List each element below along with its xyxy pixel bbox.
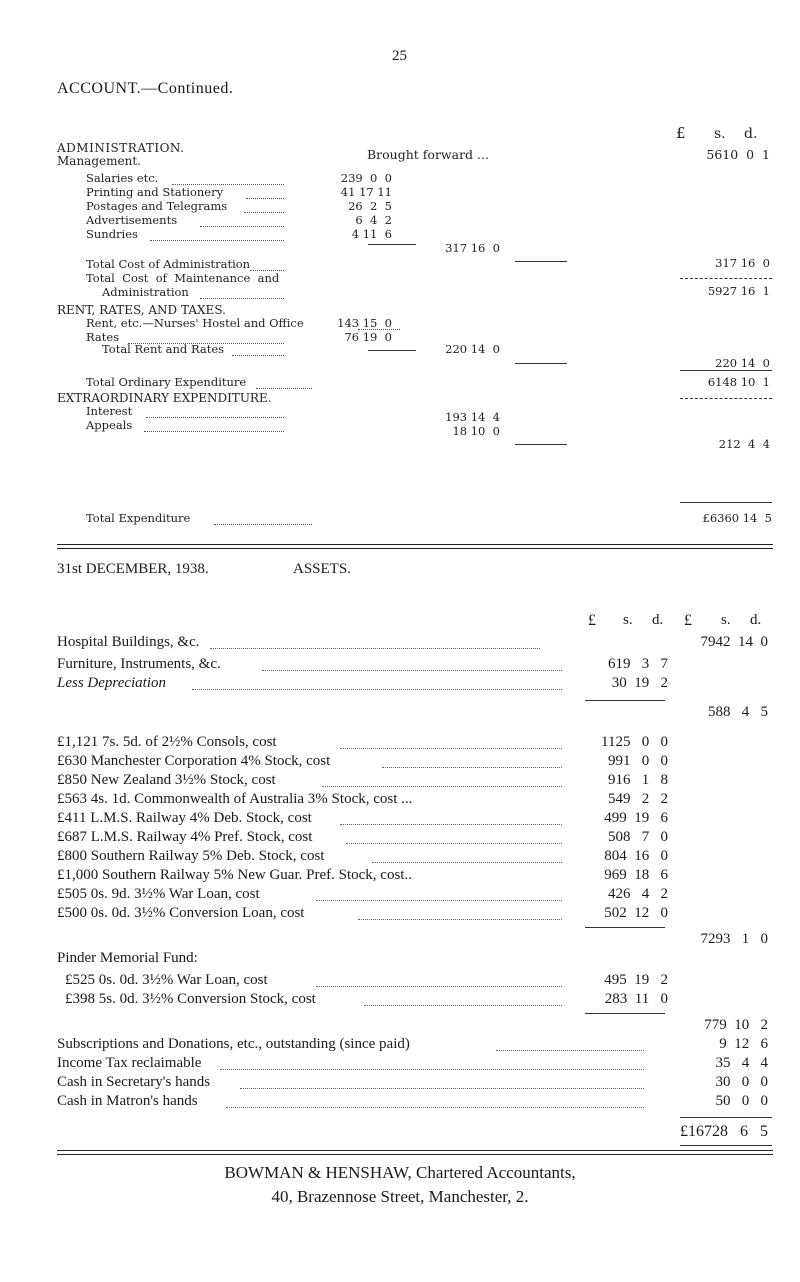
leader-dots bbox=[346, 843, 562, 844]
investment-label: £1,121 7s. 5d. of 2½% Consols, cost bbox=[57, 734, 277, 750]
col-header-pound: £ bbox=[676, 124, 686, 142]
leader-dots bbox=[214, 524, 312, 525]
investment-label: £500 0s. 0d. 3½% Conversion Loan, cost bbox=[57, 905, 305, 921]
leader-dots bbox=[220, 1069, 644, 1070]
leader-dots bbox=[496, 1050, 644, 1051]
leader-dots bbox=[372, 862, 562, 863]
item-label: Postages and Telegrams bbox=[86, 199, 228, 213]
auditor-address: 40, Brazennose Street, Manchester, 2. bbox=[271, 1187, 529, 1206]
extra-item-label: Appeals bbox=[86, 418, 133, 432]
leader-dots bbox=[246, 198, 284, 199]
other-asset-label: Subscriptions and Donations, etc., outstanding (since paid) bbox=[57, 1036, 410, 1052]
assets-date-heading: 31st DECEMBER, 1938. bbox=[57, 561, 209, 577]
other-asset-value: 30 0 0 bbox=[715, 1074, 768, 1090]
investment-value: 991 0 0 bbox=[608, 753, 668, 769]
col-header-pound: £ bbox=[684, 612, 692, 629]
item-label: Salaries etc. bbox=[86, 171, 159, 185]
investment-label: £630 Manchester Corporation 4% Stock, cost bbox=[57, 753, 331, 769]
extra-total: 212 4 4 bbox=[718, 437, 770, 451]
rule bbox=[680, 278, 772, 279]
investment-value: 916 1 8 bbox=[608, 772, 668, 788]
col-header-pence: d. bbox=[652, 612, 664, 628]
total-maintenance-label-cont: Administration bbox=[102, 285, 189, 299]
leader-dots bbox=[382, 767, 562, 768]
assets-title: ASSETS. bbox=[293, 561, 351, 577]
rent-item-label: Rates bbox=[86, 330, 120, 344]
asset-row-outer: 7942 14 0 bbox=[700, 634, 768, 650]
total-maintenance-value: 5927 16 1 bbox=[707, 284, 770, 298]
rent-item-value: 76 19 0 bbox=[344, 330, 392, 344]
investment-value: 499 19 6 bbox=[604, 810, 668, 826]
leader-dots bbox=[340, 824, 562, 825]
investment-label: £800 Southern Railway 5% Deb. Stock, cost bbox=[57, 848, 325, 864]
section-divider bbox=[57, 1150, 773, 1151]
other-asset-label: Cash in Secretary's hands bbox=[57, 1074, 211, 1090]
col-header-shillings: s. bbox=[721, 612, 731, 628]
leader-dots bbox=[150, 240, 284, 241]
rule bbox=[515, 363, 567, 364]
pinder-row-value: 495 19 2 bbox=[604, 972, 668, 988]
total-rent-label: Total Rent and Rates bbox=[102, 342, 225, 356]
section-heading-extraordinary: EXTRAORDINARY EXPENDITURE. bbox=[57, 391, 272, 405]
grand-total: £16728 6 5 bbox=[680, 1123, 768, 1140]
investment-label: £850 New Zealand 3½% Stock, cost bbox=[57, 772, 276, 788]
total-ordinary-value: 6148 10 1 bbox=[707, 375, 770, 389]
other-asset-value: 50 0 0 bbox=[715, 1093, 768, 1109]
asset-row-label: Hospital Buildings, &c. bbox=[57, 634, 200, 650]
item-value: 41 17 11 bbox=[340, 185, 392, 199]
total-ordinary-label: Total Ordinary Expenditure bbox=[86, 375, 247, 389]
asset-row-outer: 588 4 5 bbox=[708, 704, 768, 720]
rule bbox=[680, 398, 772, 399]
investment-value: 549 2 2 bbox=[608, 791, 668, 807]
pinder-row-label: £525 0s. 0d. 3½% War Loan, cost bbox=[65, 972, 268, 988]
rent-item-value: 143 15 0 bbox=[337, 316, 392, 330]
leader-dots bbox=[322, 786, 562, 787]
other-asset-value: 35 4 4 bbox=[715, 1055, 768, 1071]
leader-dots bbox=[210, 648, 540, 649]
leader-dots bbox=[244, 212, 284, 213]
extra-item-value: 18 10 0 bbox=[452, 424, 500, 438]
rule bbox=[680, 370, 772, 371]
leader-dots bbox=[262, 670, 562, 671]
brought-forward-value: 5610 0 1 bbox=[706, 147, 770, 162]
total-maintenance-label: Total Cost of Maintenance and bbox=[86, 271, 280, 285]
admin-subtotal: 317 16 0 bbox=[445, 241, 500, 255]
section-divider bbox=[57, 548, 773, 549]
investment-value: 969 18 6 bbox=[604, 867, 668, 883]
page-title: ACCOUNT.—Continued. bbox=[57, 80, 234, 97]
leader-dots bbox=[200, 226, 284, 227]
item-value: 4 11 6 bbox=[351, 227, 392, 241]
col-header-shillings: s. bbox=[714, 126, 726, 142]
col-header-shillings: s. bbox=[623, 612, 633, 628]
asset-row-label: Furniture, Instruments, &c. bbox=[57, 656, 221, 672]
pinder-fund-heading: Pinder Memorial Fund: bbox=[57, 950, 198, 966]
asset-row-inner: 30 19 2 bbox=[611, 675, 668, 691]
other-asset-label: Cash in Matron's hands bbox=[57, 1093, 198, 1109]
leader-dots bbox=[226, 1107, 644, 1108]
leader-dots bbox=[316, 900, 562, 901]
leader-dots bbox=[200, 298, 284, 299]
investment-value: 508 7 0 bbox=[608, 829, 668, 845]
rent-subtotal: 220 14 0 bbox=[445, 342, 500, 356]
rule bbox=[515, 261, 567, 262]
investment-value: 502 12 0 bbox=[604, 905, 668, 921]
section-divider bbox=[57, 1154, 773, 1155]
asset-row-label: Less Depreciation bbox=[57, 675, 167, 691]
leader-dots bbox=[192, 689, 562, 690]
investment-value: 1125 0 0 bbox=[601, 734, 668, 750]
leader-dots bbox=[256, 388, 312, 389]
col-header-pence: d. bbox=[750, 612, 762, 628]
leader-dots bbox=[340, 748, 562, 749]
total-admin-value: 317 16 0 bbox=[715, 256, 770, 270]
other-asset-label: Income Tax reclaimable bbox=[57, 1055, 202, 1071]
rent-item-label: Rent, etc.—Nurses' Hostel and Office bbox=[86, 316, 304, 330]
section-heading-rent: RENT, RATES, AND TAXES. bbox=[57, 303, 226, 317]
rule bbox=[680, 1117, 772, 1118]
item-value: 26 2 5 bbox=[348, 199, 392, 213]
rule bbox=[585, 700, 665, 701]
rule bbox=[585, 1013, 665, 1014]
leader-dots bbox=[316, 986, 562, 987]
leader-dots bbox=[144, 431, 284, 432]
section-divider bbox=[57, 544, 773, 545]
col-header-pence: d. bbox=[744, 126, 758, 142]
brought-forward-label: Brought forward ... bbox=[367, 147, 489, 162]
investment-value: 804 16 0 bbox=[604, 848, 668, 864]
investment-label: £563 4s. 1d. Commonwealth of Australia 3% Stock, cost ... bbox=[57, 791, 413, 807]
rule bbox=[515, 444, 567, 445]
item-label: Advertisements bbox=[86, 213, 178, 227]
investment-label: £1,000 Southern Railway 5% New Guar. Pref. Stock, cost.. bbox=[57, 867, 412, 883]
section-heading-admin: ADMINISTRATION. bbox=[57, 141, 185, 155]
extra-item-value: 193 14 4 bbox=[445, 410, 500, 424]
pinder-row-label: £398 5s. 0d. 3½% Conversion Stock, cost bbox=[65, 991, 316, 1007]
total-expenditure-value: £6360 14 5 bbox=[702, 511, 772, 525]
extra-item-label: Interest bbox=[86, 404, 133, 418]
col-header-pound: £ bbox=[588, 612, 596, 629]
leader-dots bbox=[146, 417, 284, 418]
investments-total: 7293 1 0 bbox=[700, 931, 768, 947]
leader-dots bbox=[240, 1088, 644, 1089]
investment-label: £505 0s. 9d. 3½% War Loan, cost bbox=[57, 886, 260, 902]
pinder-row-value: 283 11 0 bbox=[604, 991, 668, 1007]
investment-value: 426 4 2 bbox=[608, 886, 668, 902]
investment-label: £411 L.M.S. Railway 4% Deb. Stock, cost bbox=[57, 810, 312, 826]
other-asset-value: 9 12 6 bbox=[719, 1036, 768, 1052]
asset-row-inner: 619 3 7 bbox=[608, 656, 668, 672]
rule bbox=[680, 502, 772, 503]
rule bbox=[585, 927, 665, 928]
item-label: Printing and Stationery bbox=[86, 185, 224, 199]
leader-dots bbox=[232, 355, 284, 356]
page-number: 25 bbox=[392, 48, 407, 64]
rule bbox=[680, 1145, 772, 1146]
item-label: Sundries bbox=[86, 227, 138, 241]
total-expenditure-label: Total Expenditure bbox=[86, 511, 191, 525]
total-rent-value: 220 14 0 bbox=[715, 356, 770, 370]
auditor-name: BOWMAN & HENSHAW, Chartered Accountants, bbox=[224, 1163, 576, 1182]
leader-dots bbox=[364, 1005, 562, 1006]
item-value: 6 4 2 bbox=[355, 213, 392, 227]
pinder-total: 779 10 2 bbox=[704, 1017, 768, 1033]
leader-dots bbox=[358, 919, 562, 920]
item-value: 239 0 0 bbox=[340, 171, 392, 185]
investment-label: £687 L.M.S. Railway 4% Pref. Stock, cost bbox=[57, 829, 313, 845]
total-admin-label: Total Cost of Administration bbox=[86, 257, 251, 271]
subsection-management: Management. bbox=[57, 154, 141, 168]
